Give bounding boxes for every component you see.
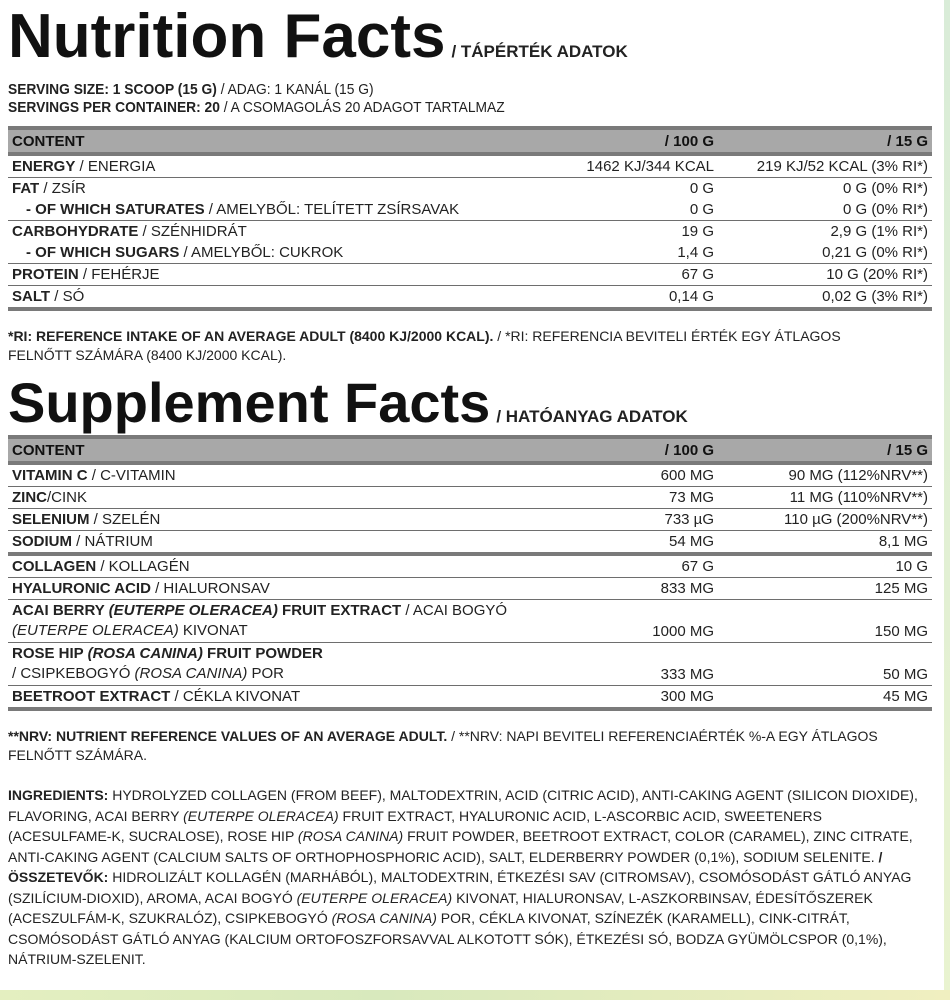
ri-footnote-en: *RI: REFERENCE INTAKE OF AN AVERAGE ADULT (8400 KJ/2000 KCAL). xyxy=(8,328,494,344)
rosehip-latin-hu: (ROSA CANINA) xyxy=(134,665,248,682)
row-per15: 0 G (0% RI*) xyxy=(842,180,928,197)
row-per100: 733 µG xyxy=(528,509,718,531)
row-label-en: ZINC xyxy=(12,489,47,506)
acai-hu-1: / ACAI BOGYÓ xyxy=(401,602,508,619)
row-label-en: VITAMIN C xyxy=(12,467,88,484)
bottom-edge-decoration xyxy=(0,990,950,1000)
row-per100: 0 G xyxy=(528,199,718,221)
row-per15: 219 KJ/52 KCAL (3% RI*) xyxy=(718,154,932,178)
row-label-en: - OF WHICH SUGARS xyxy=(26,244,180,261)
table-row xyxy=(8,487,932,509)
row-per15: 0,21 G (0% RI*) xyxy=(718,242,932,264)
ingredients-hu-latin-1: (EUTERPE OLERACEA) xyxy=(296,889,453,906)
nutrition-title-row xyxy=(8,0,932,81)
nrv-footnote xyxy=(8,727,938,765)
table-row xyxy=(8,554,932,578)
row-label-en: SODIUM xyxy=(12,533,72,550)
table-row xyxy=(8,286,932,310)
table-row xyxy=(8,578,932,600)
rosehip-hu-1: / CSIPKEBOGYÓ xyxy=(12,665,135,682)
rosehip-en-2: FRUIT POWDER xyxy=(202,645,323,662)
row-per100: 333 MG xyxy=(528,643,718,686)
row-per100: 1000 MG xyxy=(528,600,718,643)
row-label-hu: / AMELYBŐL: TELÍTETT ZSÍRSAVAK xyxy=(204,201,460,218)
row-per100: 0,14 G xyxy=(528,286,718,310)
row-label-en: COLLAGEN xyxy=(12,558,97,575)
supplement-table xyxy=(8,439,932,711)
supplement-subtitle: / HATÓANYAG ADATOK xyxy=(496,407,688,426)
row-per15: 0 G (0% RI*) xyxy=(718,199,932,221)
table-row xyxy=(8,463,932,487)
row-per100: 600 MG xyxy=(528,463,718,487)
ingredients-hu-latin-2: (ROSA CANINA) xyxy=(331,910,437,926)
serving-size-en: SERVING SIZE: 1 SCOOP (15 G) xyxy=(8,81,217,98)
row-per15: 150 MG xyxy=(718,600,932,643)
ingredients-label-hu: / ÖSSZETEVŐK: xyxy=(8,848,883,885)
row-per15: 0,02 G (3% RI*) xyxy=(718,286,932,310)
row-label-en: PROTEIN xyxy=(12,266,79,283)
row-per100: 67 G xyxy=(528,554,718,578)
row-label-hu: / NÁTRIUM xyxy=(72,533,153,550)
row-label-en: - OF WHICH SATURATES xyxy=(26,201,205,218)
row-per15: 11 MG (110%NRV**) xyxy=(718,487,932,509)
row-per15: 8,1 MG xyxy=(718,531,932,555)
row-label-hu: / AMELYBŐL: CUKROK xyxy=(179,244,344,261)
ingredients-en-3: FRUIT POWDER, BEETROOT EXTRACT, COLOR (CARAMEL), ZINC CITRATE, ANTI-CAKING AGENT (CALCIUM SALTS OF ORTHOPHOSPHORIC ACID), SALT, ELDERBERRY POWDER (0,1%), SODIUM SELENITE. xyxy=(8,828,913,865)
row-per15: 50 MG xyxy=(718,643,932,686)
table-row xyxy=(8,221,932,243)
row-per100: 0 G xyxy=(689,180,714,197)
table-row xyxy=(8,242,932,264)
servings-hu: / A CSOMAGOLÁS 20 ADAGOT TARTALMAZ xyxy=(219,99,505,116)
rosehip-hu-2: POR xyxy=(247,665,285,682)
table-row xyxy=(8,178,932,200)
row-label-en: BEETROOT EXTRACT xyxy=(12,688,171,705)
table-row xyxy=(8,686,932,710)
nutrition-title: Nutrition Facts xyxy=(8,2,446,71)
ingredients-en-1: HYDROLYZED COLLAGEN (FROM BEEF), MALTODEXTRIN, ACID (CITRIC ACID), ANTI-CAKING AGENT (SILICON DIOXIDE), FLAVORING, ACAI BERRY xyxy=(8,787,918,824)
row-per100: 67 G xyxy=(528,264,718,286)
nrv-footnote-hu: / **NRV: NAPI BEVITELI REFERENCIAÉRTÉK %-A EGY ÁTLAGOS FELNŐTT SZÁMÁRA. xyxy=(8,728,878,763)
row-per15: 10 G xyxy=(718,554,932,578)
row-label-hu: / SZÉNHIDRÁT xyxy=(138,223,247,240)
serving-size xyxy=(8,81,858,99)
table-row-acai xyxy=(8,600,932,643)
row-per15: 125 MG xyxy=(718,578,932,600)
col-content: CONTENT xyxy=(8,130,528,154)
col-per100: / 100 G xyxy=(528,439,718,463)
nutrition-table-header xyxy=(8,130,932,154)
col-per15: / 15 G xyxy=(718,130,932,154)
nutrition-subtitle: / TÁPÉRTÉK ADATOK xyxy=(451,42,628,61)
row-label-en: HYALURONIC ACID xyxy=(12,580,151,597)
row-per15: 90 MG (112%NRV**) xyxy=(718,463,932,487)
rosehip-en-1: ROSE HIP xyxy=(12,645,88,662)
servings-per-container xyxy=(8,99,858,117)
table-row-rosehip xyxy=(8,643,932,686)
nrv-footnote-en: **NRV: NUTRIENT REFERENCE VALUES OF AN AVERAGE ADULT. xyxy=(8,728,448,744)
right-edge-decoration xyxy=(944,0,950,1000)
ingredients-hu-2: KIVONAT, HIALURONSAV, L-ASZKORBINSAV, ÉDESÍTŐSZEREK (ACESZULFÁM-K, SZUKRALÓZ), CSIPKEBOGYÓ xyxy=(8,889,873,926)
row-label-hu: / ZSÍR xyxy=(39,180,86,197)
ingredients-en-latin-2: (ROSA CANINA) xyxy=(297,828,404,844)
row-label-hu: / SZELÉN xyxy=(89,511,161,528)
ingredients-en-2: FRUIT EXTRACT, HYALURONIC ACID, L-ASCORBIC ACID, SWEETENERS (ACESULFAME-K, SUCRALOSE), ROSE HIP xyxy=(8,807,822,844)
supplement-title: Supplement Facts xyxy=(8,371,491,434)
row-label-hu: / C-VITAMIN xyxy=(87,467,176,484)
row-label-hu: / ENERGIA xyxy=(75,158,156,175)
ingredients-label-en: INGREDIENTS: xyxy=(8,787,109,803)
row-per100: 1462 KJ/344 KCAL xyxy=(528,154,718,178)
label-panel xyxy=(8,0,932,970)
nutrition-table xyxy=(8,130,932,311)
row-label-hu: / HIALURONSAV xyxy=(150,580,270,597)
ri-footnote-hu: / *RI: REFERENCIA BEVITELI ÉRTÉK EGY ÁTLAGOS FELNŐTT SZÁMÁRA (8400 KJ/2000 KCAL). xyxy=(8,328,841,363)
table-row xyxy=(8,531,932,555)
row-label-en: ENERGY xyxy=(12,158,76,175)
col-content: CONTENT xyxy=(8,439,528,463)
table-row xyxy=(8,264,932,286)
row-per15: 10 G (20% RI*) xyxy=(718,264,932,286)
row-label-hu: / FEHÉRJE xyxy=(78,266,160,283)
row-label-hu: / CÉKLA KIVONAT xyxy=(170,688,301,705)
supplement-title-row xyxy=(8,371,932,434)
acai-hu-2: KIVONAT xyxy=(178,622,248,639)
row-per15: 45 MG xyxy=(718,686,932,710)
row-per100: 73 MG xyxy=(528,487,718,509)
table-row xyxy=(8,154,932,178)
servings-en: SERVINGS PER CONTAINER: 20 xyxy=(8,99,220,116)
row-label-en: CARBOHYDRATE xyxy=(12,223,139,240)
row-label-en: SELENIUM xyxy=(12,511,90,528)
serving-size-hu: / ADAG: 1 KANÁL (15 G) xyxy=(216,81,374,98)
row-label-en: FAT xyxy=(12,180,40,197)
ingredients-block xyxy=(8,785,923,970)
ingredients-hu-3: POR, CÉKLA KIVONAT, SZÍNEZÉK (KARAMELL), CINK-CITRÁT, CSOMÓSODÁST GÁTLÓ ANYAG (KALCIUM ORTOFOSZFORSAVVAL ALKOTOTT SÓK), ÉTKEZÉSI SÓ, BODZA GYÜMÖLCSPOR (0,1%), NÁTRIUM-SZELENIT. xyxy=(8,910,887,967)
row-per100: 1,4 G xyxy=(528,242,718,264)
row-label-hu: /CINK xyxy=(47,489,88,506)
ri-footnote xyxy=(8,327,908,365)
row-per15: 2,9 G (1% RI*) xyxy=(830,223,928,240)
table-row xyxy=(8,509,932,531)
row-per15: 110 µG (200%NRV**) xyxy=(718,509,932,531)
row-per100: 833 MG xyxy=(528,578,718,600)
supplement-table-header xyxy=(8,439,932,463)
row-per100: 300 MG xyxy=(528,686,718,710)
acai-en-2: FRUIT EXTRACT xyxy=(277,602,402,619)
acai-en-1: ACAI BERRY xyxy=(12,602,109,619)
col-per15: / 15 G xyxy=(718,439,932,463)
row-label-hu: / SÓ xyxy=(50,288,85,305)
row-label-en: SALT xyxy=(12,288,51,305)
rosehip-latin: (ROSA CANINA) xyxy=(87,645,203,662)
table-row xyxy=(8,199,932,221)
col-per100: / 100 G xyxy=(528,130,718,154)
acai-latin-hu: (EUTERPE OLERACEA) xyxy=(12,622,179,639)
acai-latin: (EUTERPE OLERACEA) xyxy=(108,602,278,619)
ingredients-en-latin-1: (EUTERPE OLERACEA) xyxy=(183,807,339,824)
row-per100: 19 G xyxy=(681,223,714,240)
ingredients-hu-1: HIDROLIZÁLT KOLLAGÉN (MARHÁBÓL), MALTODEXTRIN, ÉTKEZÉSI SAV (CITROMSAV), CSOMÓSODÁST GÁTLÓ ANYAG (SZILÍCIUM-DIOXID), AROMA, ACAI BOGYÓ xyxy=(8,869,912,906)
row-per100: 54 MG xyxy=(528,531,718,555)
row-label-hu: / KOLLAGÉN xyxy=(96,558,190,575)
